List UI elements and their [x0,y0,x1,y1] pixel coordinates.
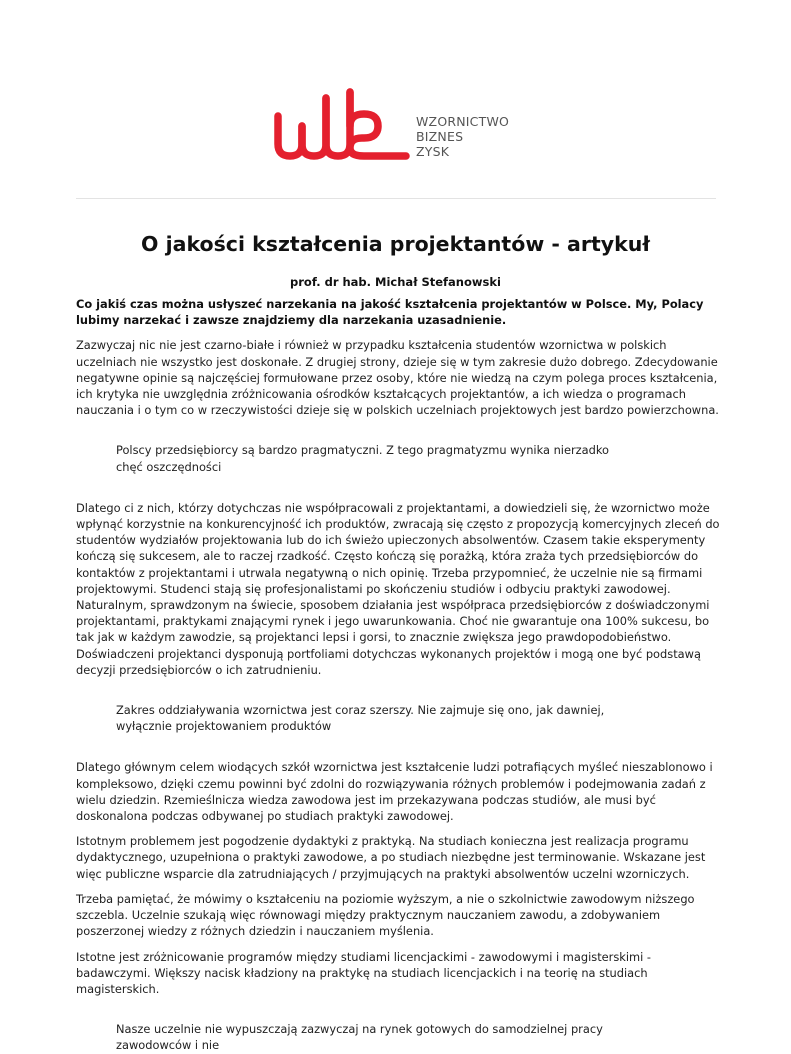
article-paragraph: Istotnym problemem jest pogodzenie dydaktyki z praktyką. Na studiach konieczna jest realizacja programu dydaktycznego, uzupełniona o praktyki zawodowe, a po studiach niezbędne jest terminowanie. Wskazane jest więc publiczne wsparcie dla zatrudniających / przyjmujących na praktyki absolwentów uczelni wzorniczych. [76,834,706,881]
logo-line-2: BIZNES [416,129,464,144]
pull-quote: Nasze uczelnie nie wypuszczają zazwyczaj na rynek gotowych do samodzielnej pracy zawodowców i nie [116,1022,603,1053]
article-paragraph: Trzeba pamiętać, że mówimy o kształceniu na poziomie wyższym, a nie o szkolnictwie zawodowym niższego szczebla. Uczelnie szukają więc równowagi między praktycznym nauczaniem zawodu, a zdobywaniem poszerzonej wiedzy z różnych dziedzin i nauczaniem myślenia. [76,891,695,939]
article-author: prof. dr hab. Michał Stefanowski [290,275,501,289]
logo-wordmark [416,114,509,159]
article-title: O jakości kształcenia projektantów - artykuł [141,232,650,256]
article-lead: Co jakiś czas można usłyszeć narzekania na jakość kształcenia projektantów w Polsce. My, Polacy lubimy narzekać i zawsze znajdziemy dla narzekania uzasadnienie. [76,297,704,328]
logo-line-3: ZYSK [416,144,450,159]
pull-quote: Zakres oddziaływania wzornictwa jest coraz szerszy. Nie zajmuje się ono, jak dawniej, wyłącznie projektowaniem produktów [116,703,605,734]
article-paragraph: Dlatego ci z nich, którzy dotychczas nie współpracowali z projektantami, a dowiedzieli się, że wzornictwo może wpłynąć korzystnie na konkurencyjność ich produktów, zwracają się często z propozycją komercyjnych zleceń do studentów wydziałów projektowania lub do ich świeżo upieczonych absolwentów. Czasem takie eksperymenty kończą się sukcesem, ale to raczej rzadkość. Często kończą się porażką, która zraża tych przedsiębiorców do kontaktów z projektantami i utrwala negatywną o nich opinię. Trzeba przypomnieć, że uczelnie nie są firmami projektowymi. Studenci stają się profesjonalistami po skończeniu studiów i odbyciu praktyki zawodowej. Naturalnym, sprawdzonym na świecie, sposobem działania jest współpraca przedsiębiorców z doświadczonymi projektantami, praktykami znającymi rynek i jego uwarunkowania. Choć nie gwarantuje ona 100% sukcesu, bo tak jak w każdym zawodzie, są projektanci lepsi i gorsi, to znacznie zwiększa jego prawdopodobieństwo. Doświadczeni projektanci dysponują portfoliami dotychczas wykonanych projektów i mogą one być podstawą decyzji przedsiębiorców o ich zatrudnieniu. [76,500,720,677]
article-paragraph: Zazwyczaj nic nie jest czarno-białe i również w przypadku kształcenia studentów wzornictwa w polskich uczelniach nie wszystko jest doskonałe. Z drugiej strony, dzieje się w tym zakresie dużo dobrego. Zdecydowanie negatywne opinie są najczęściej formułowane przez osoby, które nie wiedzą na czym polega proces kształcenia, ich krytyka nie uwzględnia zróżnicowania ośrodków kształcących projektantów, a ich wiedza o programach nauczania i o tym co w rzeczywistości dzieje się w polskich uczelniach projektowych jest bardzo powierzchowna. [76,338,719,418]
article-paragraph: Istotne jest zróżnicowanie programów między studiami licencjackimi - zawodowymi i magisterskimi - badawczymi. Większy nacisk kładziony na praktykę na studiach licencjackich i na teorię na studiach magisterskich. [76,949,652,996]
header-divider [76,198,716,199]
article-paragraph: Dlatego głównym celem wiodących szkół wzornictwa jest kształcenie ludzi potrafiących myśleć nieszablonowo i kompleksowo, dzięki czemu powinni być zdolni do rozwiązywania różnych problemów i podejmowania zadań z wielu dziedzin. Rzemieślnicza wiedza zawodowa jest im przekazywana podczas studiów, ale musi być doskonalona podczas odbywanej po studiach praktyki zawodowej. [76,760,713,824]
article-body [76,296,721,1054]
pull-quote: Polscy przedsiębiorcy są bardzo pragmatyczni. Z tego pragmatyzmu wynika nierzadko chęć oszczędności [116,443,610,474]
logo-line-1: WZORNICTWO [416,114,510,129]
wbz-logo-icon [272,86,412,162]
brand-logo[interactable] [272,86,532,162]
